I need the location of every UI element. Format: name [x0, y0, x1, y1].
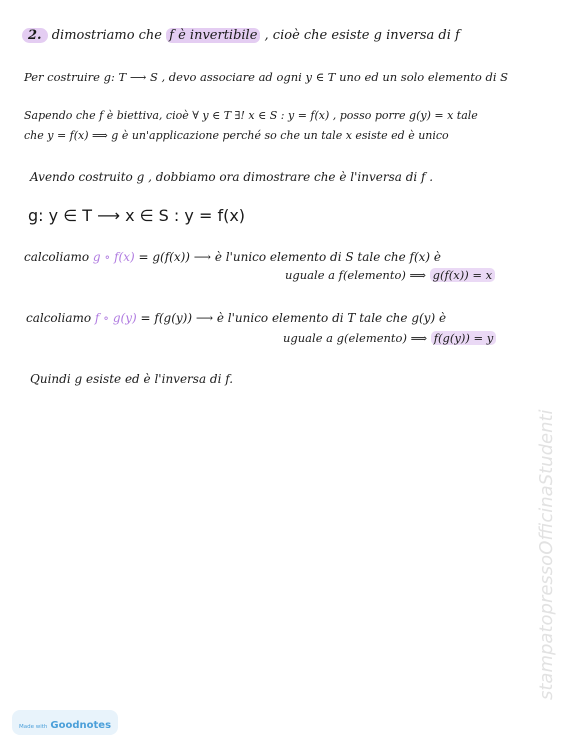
composition-f-g-line	[26, 311, 446, 325]
composition-f-g-result-line	[283, 331, 496, 345]
function-definition: g: y ∈ T ⟶ x ∈ S : y = f(x)	[28, 206, 246, 225]
watermark: stampatopressoOfficinaStudenti	[536, 409, 557, 700]
statement-post: , cioè che esiste g inversa di f	[260, 28, 460, 43]
made-with-label: Made with	[19, 724, 48, 730]
composition-g-f-line	[24, 250, 441, 264]
result-f-g-highlight: f(g(y)) = y	[431, 331, 497, 345]
statement-highlight: f è invertibile	[166, 28, 260, 43]
composition-f-g: f ∘ g(y)	[94, 311, 137, 325]
calcoliamo-label: calcoliamo	[24, 250, 90, 264]
conclusion-line: Quindi g esiste ed è l'inversa di f.	[30, 372, 234, 386]
result-pre: uguale a f(elemento) ⟹	[285, 268, 430, 282]
inverse-goal-line: Avendo costruito g , dobbiamo ora dimostrare che è l'inversa di f .	[30, 170, 434, 184]
composition-g-f-eq: = g(f(x)) ⟶ è l'unico elemento di S tale che f(x) è	[134, 250, 441, 264]
exercise-number: 2.	[22, 28, 48, 43]
composition-g-f-result-line	[285, 268, 495, 282]
composition-g-f: g ∘ f(x)	[92, 250, 135, 264]
result-pre: uguale a g(elemento) ⟹	[283, 331, 431, 345]
composition-f-g-eq: = f(g(y)) ⟶ è l'unico elemento di T tale che g(y) è	[136, 311, 447, 325]
result-g-f-highlight: g(f(x)) = x	[430, 268, 495, 282]
goodnotes-badge	[12, 710, 118, 735]
brand-label: Goodnotes	[50, 720, 112, 731]
bijective-line-1: Sapendo che f è biettiva, cioè ∀ y ∈ T ∃! x ∈ S : y = f(x) , posso porre g(y) = x tale	[24, 109, 478, 122]
bijective-line-2: che y = f(x) ⟹ g è un'applicazione perché so che un tale x esiste ed è unico	[24, 129, 449, 142]
statement-pre: dimostriamo che	[51, 28, 167, 43]
exercise-statement	[22, 28, 460, 43]
calcoliamo-label: calcoliamo	[26, 311, 92, 325]
construction-line: Per costruire g: T ⟶ S , devo associare ad ogni y ∈ T uno ed un solo elemento di S	[24, 70, 509, 84]
